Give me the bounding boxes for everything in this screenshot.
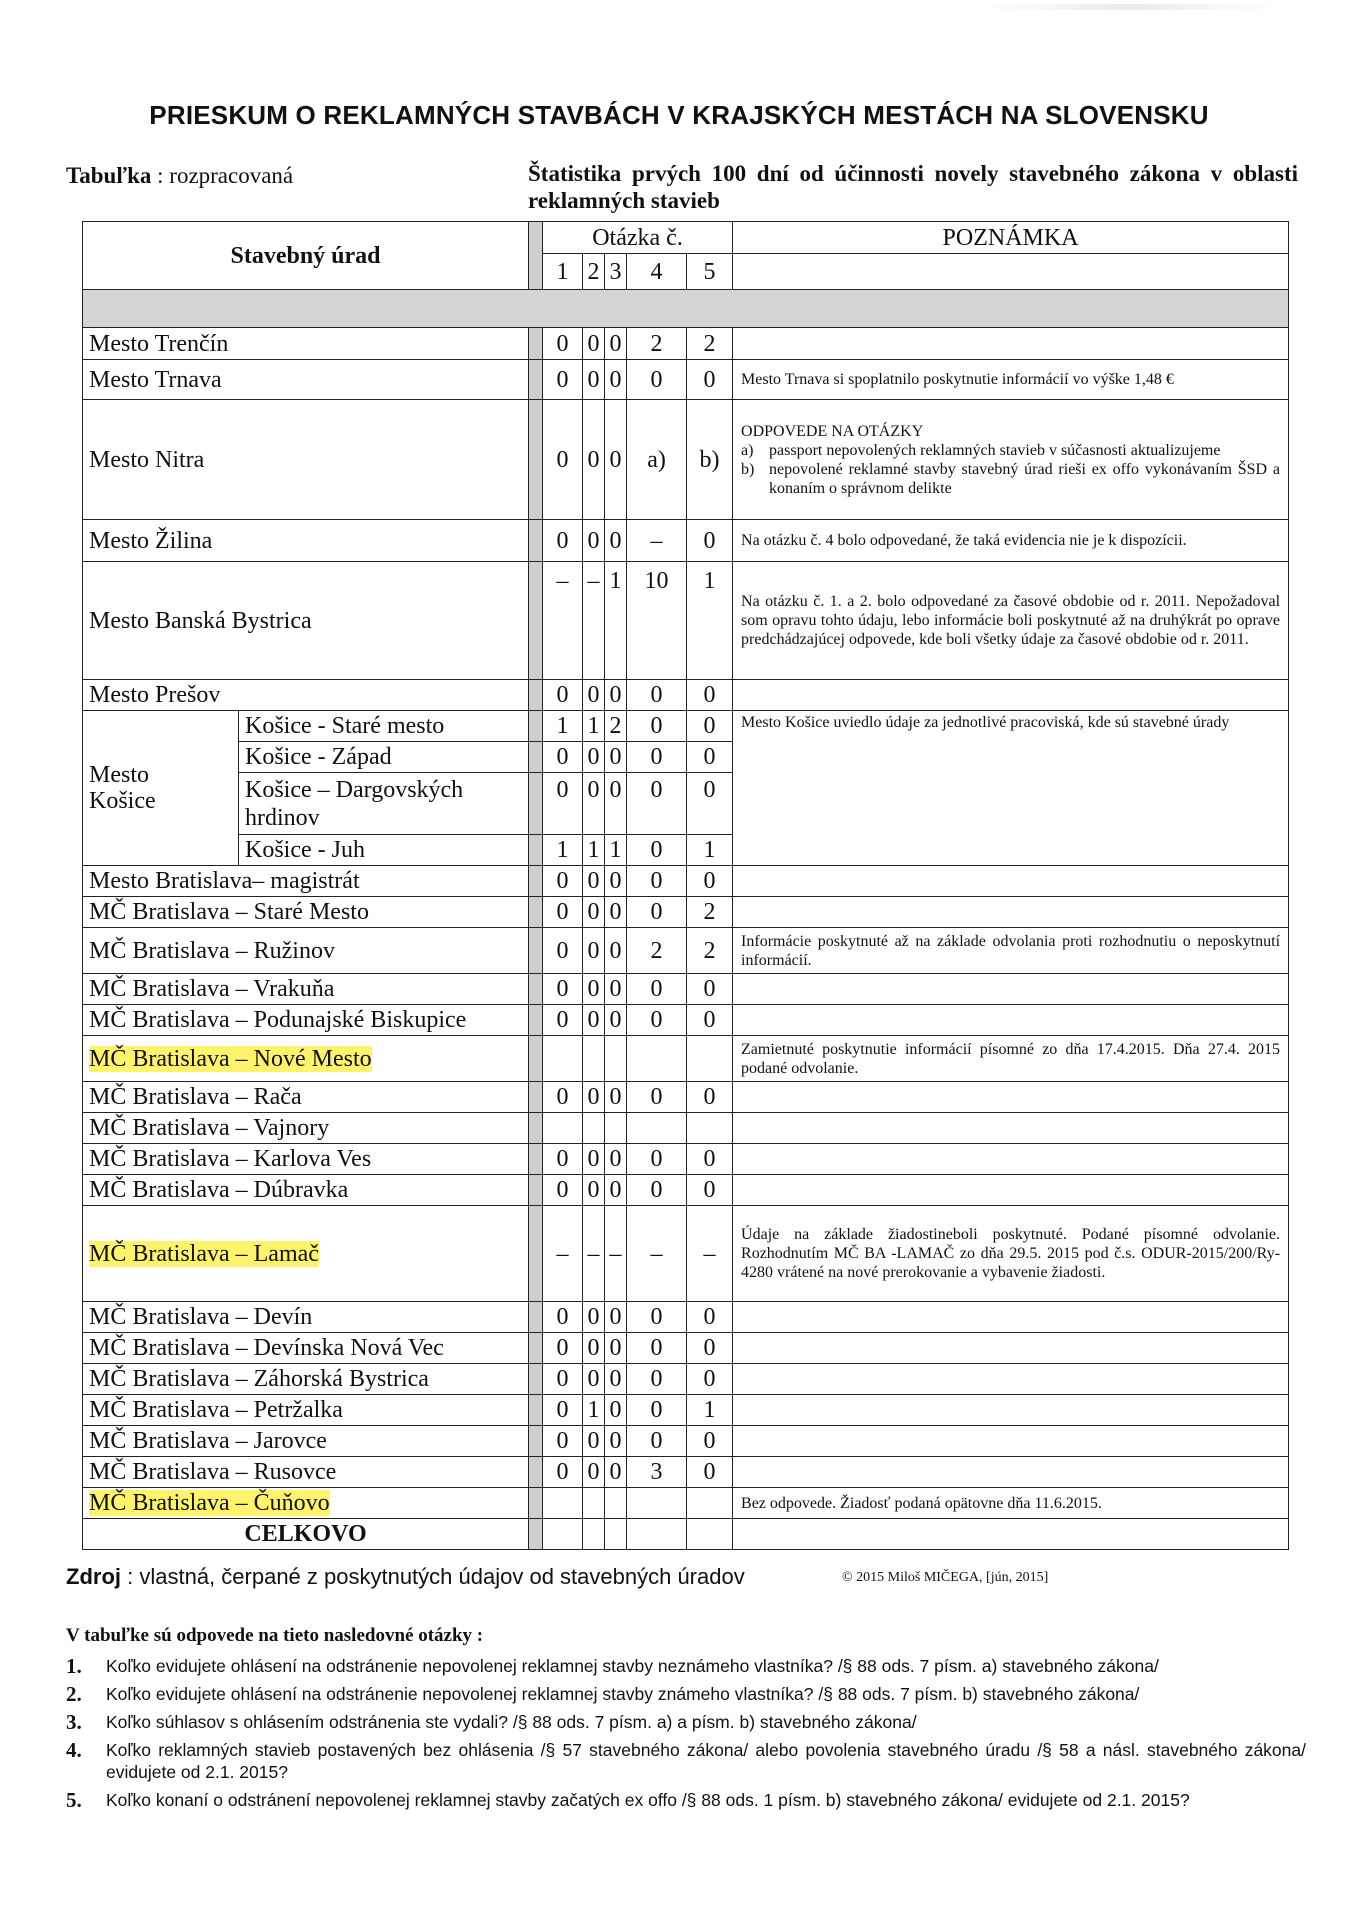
cell-q4: 0 [627, 1302, 687, 1333]
cell-q5: 1 [687, 562, 733, 680]
total-row [83, 1519, 1289, 1550]
cell-q3 [605, 1519, 627, 1550]
cell-q5: 0 [687, 1082, 733, 1113]
cell-note [733, 897, 1289, 928]
cell-q2: 0 [583, 1082, 605, 1113]
cell-q1: 0 [543, 1175, 583, 1206]
cell-q3: 0 [605, 1005, 627, 1036]
table-row [83, 928, 1289, 974]
table-row [83, 866, 1289, 897]
cell-q5 [687, 1113, 733, 1144]
table-row [83, 1364, 1289, 1395]
questions-list [66, 1655, 1306, 1817]
cell-q1: 0 [543, 400, 583, 520]
cell-q2: 0 [583, 360, 605, 400]
cell-q1: 1 [543, 835, 583, 866]
cell-q2: 0 [583, 1333, 605, 1364]
table-row [83, 360, 1289, 400]
office-name: MČ Bratislava – Rusovce [83, 1457, 529, 1488]
office-name: Mesto Nitra [83, 400, 529, 520]
cell-note [733, 1175, 1289, 1206]
header-q3: 3 [605, 254, 627, 290]
cell-q1: 0 [543, 520, 583, 562]
office-name: MČ Bratislava – Jarovce [83, 1426, 529, 1457]
cell-q5: 0 [687, 1364, 733, 1395]
table-row [83, 562, 1289, 680]
cell-q5: 0 [687, 1333, 733, 1364]
cell-q3: 0 [605, 400, 627, 520]
cell-q1: 0 [543, 928, 583, 974]
header-office: Stavebný úrad [83, 222, 529, 290]
cell-q5: 0 [687, 360, 733, 400]
cell-q2: 0 [583, 328, 605, 360]
cell-q2: 0 [583, 1302, 605, 1333]
cell-q2: 0 [583, 1426, 605, 1457]
table-row [83, 328, 1289, 360]
cell-q1: 0 [543, 1457, 583, 1488]
list-item [66, 1711, 1306, 1733]
table-row [83, 1395, 1289, 1426]
office-name [83, 1488, 529, 1519]
cell-q5: 0 [687, 1175, 733, 1206]
cell-note [733, 328, 1289, 360]
cell-q3: 0 [605, 928, 627, 974]
cell-q3: 0 [605, 1395, 627, 1426]
table-row [83, 1333, 1289, 1364]
cell-q4: 2 [627, 928, 687, 974]
cell-q1: 0 [543, 897, 583, 928]
cell-q4: 0 [627, 360, 687, 400]
table-status-value: : rozpracovaná [157, 163, 294, 188]
cell-q5: b) [687, 400, 733, 520]
cell-q1 [543, 1036, 583, 1082]
cell-q4 [627, 1488, 687, 1519]
header-question-group: Otázka č. [543, 222, 733, 254]
cell-q5: 0 [687, 520, 733, 562]
cell-note: Mesto Košice uviedlo údaje za jednotlivé pracoviská, kde sú stavebné úrady [733, 711, 1289, 866]
cell-q4: 0 [627, 835, 687, 866]
cell-q2 [583, 1519, 605, 1550]
table-row [83, 520, 1289, 562]
cell-q3 [605, 1488, 627, 1519]
cell-q1: 0 [543, 866, 583, 897]
table-row [83, 1036, 1289, 1082]
cell-q4: 0 [627, 1395, 687, 1426]
note-item-text: nepovolené reklamné stavby stavebný úrad rieši ex offo vykonávaním ŠSD a konaním o správnom delikte [769, 460, 1281, 497]
cell-q2: 0 [583, 974, 605, 1005]
cell-q5: 0 [687, 742, 733, 773]
question-number: 5. [66, 1788, 82, 1812]
cell-q4 [627, 1036, 687, 1082]
cell-q5: 0 [687, 711, 733, 742]
cell-q2: 1 [583, 835, 605, 866]
cell-q3: 0 [605, 1144, 627, 1175]
cell-q1: 0 [543, 742, 583, 773]
cell-q1 [543, 1488, 583, 1519]
cell-q2: – [583, 1206, 605, 1302]
question-number: 2. [66, 1682, 82, 1706]
cell-q4: 2 [627, 328, 687, 360]
note-heading: ODPOVEDE NA OTÁZKY [741, 422, 924, 440]
cell-q4: 0 [627, 1333, 687, 1364]
question-text: Koľko evidujete ohlásení na odstránenie nepovolenej reklamnej stavby neznámeho vlastníka? /§ 88 ods. 7 písm. a) stavebného zákona/ [106, 1656, 1159, 1676]
cell-q5: 0 [687, 680, 733, 711]
cell-q2: 1 [583, 711, 605, 742]
office-name-kosice [83, 711, 239, 866]
office-name-line: Košice [89, 788, 156, 814]
office-name: MČ Bratislava – Ružinov [83, 928, 529, 974]
source-text: : vlastná, čerpané z poskytnutých údajov od stavebných úradov [127, 1564, 745, 1589]
cell-q3: 0 [605, 1364, 627, 1395]
cell-q1: 0 [543, 680, 583, 711]
office-name: MČ Bratislava – Podunajské Biskupice [83, 1005, 529, 1036]
cell-q3: 0 [605, 520, 627, 562]
list-item [741, 441, 1280, 460]
table-row [83, 974, 1289, 1005]
cell-q1: – [543, 562, 583, 680]
scan-edge-shadow [980, 4, 1280, 10]
table-row [83, 897, 1289, 928]
document-title: PRIESKUM O REKLAMNÝCH STAVBÁCH V KRAJSKÝCH MESTÁCH NA SLOVENSKU [149, 100, 1209, 130]
cell-q1: 0 [543, 360, 583, 400]
cell-q4: 0 [627, 1364, 687, 1395]
cell-q3 [605, 1113, 627, 1144]
cell-q1: 0 [543, 974, 583, 1005]
cell-note [733, 1457, 1289, 1488]
office-name-line: Mesto [89, 762, 149, 788]
list-item [66, 1789, 1306, 1811]
cell-q1: 0 [543, 1395, 583, 1426]
questions-heading: V tabuľke sú odpovede na tieto nasledovné otázky : [66, 1625, 484, 1646]
office-name: MČ Bratislava – Karlova Ves [83, 1144, 529, 1175]
source-label: Zdroj [66, 1564, 121, 1589]
cell-q3: 0 [605, 1457, 627, 1488]
table-row [83, 1457, 1289, 1488]
header-q5: 5 [687, 254, 733, 290]
cell-note [733, 1144, 1289, 1175]
cell-note [733, 866, 1289, 897]
copyright-note: © 2015 Miloš MIČEGA, [jún, 2015] [842, 1570, 1049, 1585]
office-name: MČ Bratislava – Petržalka [83, 1395, 529, 1426]
cell-q1: 0 [543, 1005, 583, 1036]
cell-q1: 0 [543, 773, 583, 835]
cell-q3: 0 [605, 1333, 627, 1364]
question-text: Koľko evidujete ohlásení na odstránenie nepovolenej reklamnej stavby známeho vlastníka? /§ 88 ods. 7 písm. b) stavebného zákona/ [106, 1684, 1140, 1704]
table-status [66, 163, 293, 189]
cell-q2 [583, 1113, 605, 1144]
table-row [83, 1488, 1289, 1519]
table-row [83, 1302, 1289, 1333]
cell-note [733, 1426, 1289, 1457]
cell-q4: 10 [627, 562, 687, 680]
cell-q1: 0 [543, 328, 583, 360]
cell-q4: – [627, 520, 687, 562]
cell-q4: 0 [627, 974, 687, 1005]
cell-q1 [543, 1519, 583, 1550]
office-name [83, 1206, 529, 1302]
question-text: Koľko súhlasov s ohlásením odstránenia ste vydali? /§ 88 ods. 7 písm. a) a písm. b) stavebného zákona/ [106, 1712, 917, 1732]
cell-q5: 0 [687, 1005, 733, 1036]
office-name: MČ Bratislava – Rača [83, 1082, 529, 1113]
cell-note: Na otázku č. 4 bolo odpovedané, že taká evidencia nie je k dispozícii. [733, 520, 1289, 562]
office-name: MČ Bratislava – Vrakuňa [83, 974, 529, 1005]
office-name: Mesto Trenčín [83, 328, 529, 360]
cell-q5 [687, 1036, 733, 1082]
table-row [83, 680, 1289, 711]
cell-q5: 1 [687, 1395, 733, 1426]
table-row [83, 400, 1289, 520]
office-name: Mesto Banská Bystrica [83, 562, 529, 680]
cell-q2: 0 [583, 520, 605, 562]
table-label: Tabuľka [66, 163, 152, 188]
table-row [83, 1206, 1289, 1302]
cell-q5: 0 [687, 1302, 733, 1333]
table-row [83, 1005, 1289, 1036]
cell-note: Údaje na základe žiadostineboli poskytnuté. Podané písomné odvolanie. Rozhodnutím MČ BA -LAMAČ zo dňa 29.5. 2015 pod č.s. ODUR-2015/200/Ry-4280 vrátené na nové prerokovanie a vybavenie žiadosti. [733, 1206, 1289, 1302]
cell-q3: 0 [605, 773, 627, 835]
office-name: Mesto Trnava [83, 360, 529, 400]
cell-q5: 2 [687, 897, 733, 928]
header-q4: 4 [627, 254, 687, 290]
office-name: MČ Bratislava – Devín [83, 1302, 529, 1333]
cell-q4: 0 [627, 1082, 687, 1113]
office-subunit-name: Košice – Dargovských hrdinov [239, 773, 529, 835]
cell-q2: 1 [583, 1395, 605, 1426]
office-name: Mesto Bratislava– magistrát [83, 866, 529, 897]
cell-q5 [687, 1488, 733, 1519]
note-list [741, 441, 1280, 498]
header-q2: 2 [583, 254, 605, 290]
office-name: MČ Bratislava – Záhorská Bystrica [83, 1364, 529, 1395]
cell-note: Na otázku č. 1. a 2. bolo odpovedané za časové obdobie od r. 2011. Nepožadoval som opravu tohto údaju, lebo informácie boli poskytnuté až na druhýkrát po oprave predchádzajúcej odpovede, kde boli všetky údaje za časové obdobie od r. 2011. [733, 562, 1289, 680]
question-text: Koľko reklamných stavieb postavených bez ohlásenia /§ 57 stavebného zákona/ alebo povolenia stavebného úradu /§ 58 a násl. stavebného zákona/ evidujete od 2.1. 2015? [106, 1740, 1306, 1782]
cell-q4: 0 [627, 1426, 687, 1457]
cell-q2: 0 [583, 773, 605, 835]
cell-q3: 1 [605, 835, 627, 866]
table-row [83, 1426, 1289, 1457]
cell-q2: 0 [583, 928, 605, 974]
cell-q5: 1 [687, 835, 733, 866]
cell-q3: 0 [605, 1426, 627, 1457]
cell-q2: 0 [583, 897, 605, 928]
office-subunit-name: Košice - Západ [239, 742, 529, 773]
cell-q4: 0 [627, 1175, 687, 1206]
office-subunit-name: Košice - Juh [239, 835, 529, 866]
source-note [66, 1564, 745, 1590]
cell-note: Mesto Trnava si spoplatnilo poskytnutie informácií vo výške 1,48 € [733, 360, 1289, 400]
cell-q2: 0 [583, 1364, 605, 1395]
cell-q3: 0 [605, 328, 627, 360]
cell-q5: 0 [687, 1144, 733, 1175]
cell-q4 [627, 1113, 687, 1144]
office-name: MČ Bratislava – Devínska Nová Vec [83, 1333, 529, 1364]
cell-q2: – [583, 562, 605, 680]
table-row [83, 1175, 1289, 1206]
cell-q2: 0 [583, 742, 605, 773]
cell-q3: 0 [605, 360, 627, 400]
cell-q1 [543, 1113, 583, 1144]
cell-note [733, 1519, 1289, 1550]
cell-q1: 0 [543, 1302, 583, 1333]
note-item-text: passport nepovolených reklamných stavieb v súčasnosti aktualizujeme [769, 441, 1221, 459]
cell-q1: 0 [543, 1426, 583, 1457]
office-name: Mesto Žilina [83, 520, 529, 562]
office-name [83, 1036, 529, 1082]
cell-q4: 0 [627, 680, 687, 711]
cell-note [733, 1302, 1289, 1333]
total-label: CELKOVO [83, 1519, 529, 1550]
cell-q5: – [687, 1206, 733, 1302]
cell-q3: 0 [605, 1082, 627, 1113]
office-subunit-name: Košice - Staré mesto [239, 711, 529, 742]
cell-note: Informácie poskytnuté až na základe odvolania proti rozhodnutiu o neposkytnutí informácií. [733, 928, 1289, 974]
cell-note: Zamietnuté poskytnutie informácií písomné zo dňa 17.4.2015. Dňa 27.4. 2015 podané odvolanie. [733, 1036, 1289, 1082]
cell-q5: 0 [687, 773, 733, 835]
cell-q3: 0 [605, 680, 627, 711]
question-text: Koľko konaní o odstránení nepovolenej reklamnej stavby začatých ex offo /§ 88 ods. 1 písm. b) stavebného zákona/ evidujete od 2.1. 2015? [106, 1790, 1190, 1810]
header-row-1 [83, 222, 1289, 254]
cell-q4: 0 [627, 773, 687, 835]
office-name: Mesto Prešov [83, 680, 529, 711]
header-q1: 1 [543, 254, 583, 290]
table-row [83, 711, 1289, 742]
office-name: MČ Bratislava – Vajnory [83, 1113, 529, 1144]
cell-q1: 0 [543, 1082, 583, 1113]
cell-note [733, 1333, 1289, 1364]
cell-note: Bez odpovede. Žiadosť podaná opätovne dňa 11.6.2015. [733, 1488, 1289, 1519]
cell-q1: 0 [543, 1144, 583, 1175]
list-item [741, 460, 1280, 498]
list-item [66, 1739, 1306, 1783]
cell-q4: a) [627, 400, 687, 520]
cell-q1: 0 [543, 1333, 583, 1364]
cell-note [733, 1364, 1289, 1395]
cell-q1: 1 [543, 711, 583, 742]
cell-q2: 0 [583, 1005, 605, 1036]
highlighted-office-name: MČ Bratislava – Nové Mesto [89, 1045, 372, 1072]
cell-q5 [687, 1519, 733, 1550]
cell-q3: 2 [605, 711, 627, 742]
cell-q3: 0 [605, 1302, 627, 1333]
cell-q1: 0 [543, 1364, 583, 1395]
cell-note [733, 1113, 1289, 1144]
cell-q3 [605, 1036, 627, 1082]
cell-q2 [583, 1036, 605, 1082]
cell-q3: – [605, 1206, 627, 1302]
list-item [66, 1655, 1306, 1677]
cell-q4: 0 [627, 1144, 687, 1175]
cell-note [733, 400, 1289, 520]
cell-q2: 0 [583, 1175, 605, 1206]
cell-note [733, 1005, 1289, 1036]
cell-q4: – [627, 1206, 687, 1302]
question-number: 1. [66, 1654, 82, 1678]
cell-q5: 0 [687, 974, 733, 1005]
cell-note [733, 974, 1289, 1005]
cell-q3: 0 [605, 1175, 627, 1206]
cell-q4: 0 [627, 897, 687, 928]
cell-q2 [583, 1488, 605, 1519]
cell-q4: 0 [627, 711, 687, 742]
cell-q5: 2 [687, 928, 733, 974]
cell-q5: 2 [687, 328, 733, 360]
cell-q4: 0 [627, 1005, 687, 1036]
cell-q2: 0 [583, 680, 605, 711]
list-item [66, 1683, 1306, 1705]
highlighted-office-name: MČ Bratislava – Lamač [89, 1240, 319, 1267]
cell-q2: 0 [583, 866, 605, 897]
table-row [83, 1144, 1289, 1175]
cell-q2: 0 [583, 1144, 605, 1175]
cell-q4 [627, 1519, 687, 1550]
cell-q3: 1 [605, 562, 627, 680]
cell-note [733, 1395, 1289, 1426]
cell-q4: 0 [627, 866, 687, 897]
cell-note [733, 680, 1289, 711]
question-number: 4. [66, 1738, 82, 1762]
note-item-label: a) [741, 441, 754, 459]
office-name: MČ Bratislava – Staré Mesto [83, 897, 529, 928]
office-name: MČ Bratislava – Dúbravka [83, 1175, 529, 1206]
cell-q5: 0 [687, 1426, 733, 1457]
question-number: 3. [66, 1710, 82, 1734]
header-gray-row [83, 290, 1289, 328]
note-item-label: b) [741, 460, 755, 478]
cell-q5: 0 [687, 866, 733, 897]
cell-q2: 0 [583, 400, 605, 520]
cell-q4: 3 [627, 1457, 687, 1488]
survey-table [82, 221, 1289, 1550]
table-row [83, 1082, 1289, 1113]
cell-q1: – [543, 1206, 583, 1302]
highlighted-office-name: MČ Bratislava – Čuňovo [89, 1490, 330, 1516]
cell-q3: 0 [605, 742, 627, 773]
cell-note [733, 1082, 1289, 1113]
cell-q3: 0 [605, 866, 627, 897]
cell-q3: 0 [605, 974, 627, 1005]
cell-q3: 0 [605, 897, 627, 928]
table-row [83, 1113, 1289, 1144]
cell-q5: 0 [687, 1457, 733, 1488]
header-note: POZNÁMKA [733, 222, 1289, 254]
cell-q4: 0 [627, 742, 687, 773]
statistics-title: Štatistika prvých 100 dní od účinnosti novely stavebného zákona v oblasti reklamných stavieb [528, 161, 1298, 213]
cell-q2: 0 [583, 1457, 605, 1488]
